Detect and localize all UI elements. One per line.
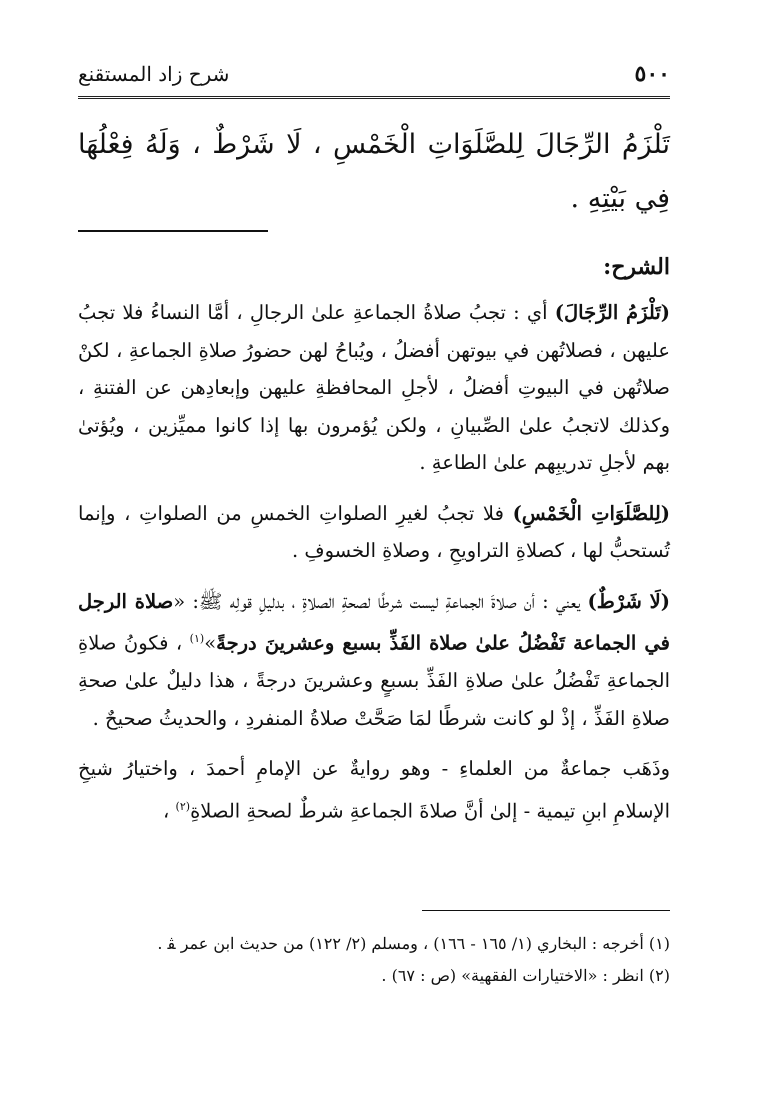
footnote-divider [422, 910, 670, 911]
footnote-ref-1[interactable]: (١) [189, 632, 205, 645]
commentary-body [78, 294, 670, 843]
page-number: ٥٠٠ [634, 61, 670, 87]
section-divider [78, 230, 268, 232]
sharh-heading: الشرح: [603, 254, 670, 280]
paragraph-3 [78, 583, 670, 738]
paragraph-4-end: ، [163, 799, 176, 822]
paragraph-1-text: أي : تجبُ صلاةُ الجماعةِ علىٰ الرجالِ ، أمَّا النساءُ فلا تجبُ عليهن ، فصلاتُهن في بيوتهن أفضلُ ، ويُباحُ لهن حضورُ صلاةِ الجماعةِ ، لكنْ صلاتُهن في البيوتِ أفضلُ ، لأجلِ المحافظةِ عليهن وإبعادِهن عن الفتنةِ ، وكذلك لاتجبُ علىٰ الصِّبيانِ ، ولكن يُؤمرون بها إذا كانوا مميِّزين ، ويُؤتىٰ بهم لأجلِ تدريبِهم علىٰ الطاعةِ . [78, 301, 670, 474]
paragraph-2-text: فلا تجبُ لغيرِ الصلواتِ الخمسِ من الصلواتِ ، وإنما تُستحبُّ لها ، كصلاةِ التراويحِ ، وصلاةِ الخسوفِ . [78, 501, 670, 562]
paragraph-3-lemma: (لَا شَرْطٌ) [587, 589, 671, 613]
paragraph-3-text-c: ، فكونُ صلاةِ الجماعةِ تَفْضُلُ علىٰ صلاةِ الفَذِّ بسبعٍ وعشرينَ درجةً ، هذا دليلٌ علىٰ صحةِ صلاةِ الفَذِّ ، إذْ لو كانت شرطًا لمَا صَحَّتْ صلاةُ المنفردِ ، والحديثُ صحيحٌ . [78, 631, 670, 730]
paragraph-2-lemma: (لِلصَّلَوَاتِ الْخَمْسِ) [512, 501, 670, 525]
paragraph-3-text-a: يعني : أن صلاةَ الجماعةِ ليست شرطًا لصحةِ الصلاةِ ، بدليلِ قولِه ﷺ: « [173, 589, 588, 613]
footnote-ref-2[interactable]: (٢) [175, 799, 191, 813]
footnote-2: (٢) انظر : «الاختيارات الفقهية» (ص : ٦٧) . [381, 966, 670, 985]
footnotes [78, 928, 670, 992]
paragraph-1-lemma: (تَلْزَمُ الرِّجَالَ) [554, 301, 670, 324]
hadith-text: صلاة الرجل في الجماعة تَفْضُلُ علىٰ صلاة الفَذِّ بسبع وعشرينَ درجةً [78, 589, 670, 655]
paragraph-2 [78, 495, 670, 570]
paragraph-1 [78, 294, 670, 482]
page-header [78, 52, 670, 99]
matn-text: تَلْزَمُ الرِّجَالَ لِلصَّلَوَاتِ الْخَمْسِ ، لَا شَرْطٌ ، وَلَهُ فِعْلُهَا فِي بَيْتِهِ . [78, 129, 670, 214]
paragraph-4 [78, 750, 670, 830]
paragraph-3-text-b: » [204, 631, 217, 655]
book-title: شرح زاد المستقنع [78, 62, 230, 86]
footnote-1: (١) أخرجه : البخاري (١/ ١٦٥ - ١٦٦) ، ومسلم (٢/ ١٢٢) من حديث ابن عمر ﭭ . [157, 934, 670, 953]
paragraph-4-text: وذَهَب جماعةٌ من العلماءِ - وهو روايةٌ عن الإمامِ أحمدَ ، واختيارُ شيخِ الإسلامِ ابنِ تيمية - إلىٰ أنَّ صلاةَ الجماعةِ شرطٌ لصحةِ الصلاةِ [78, 757, 670, 822]
